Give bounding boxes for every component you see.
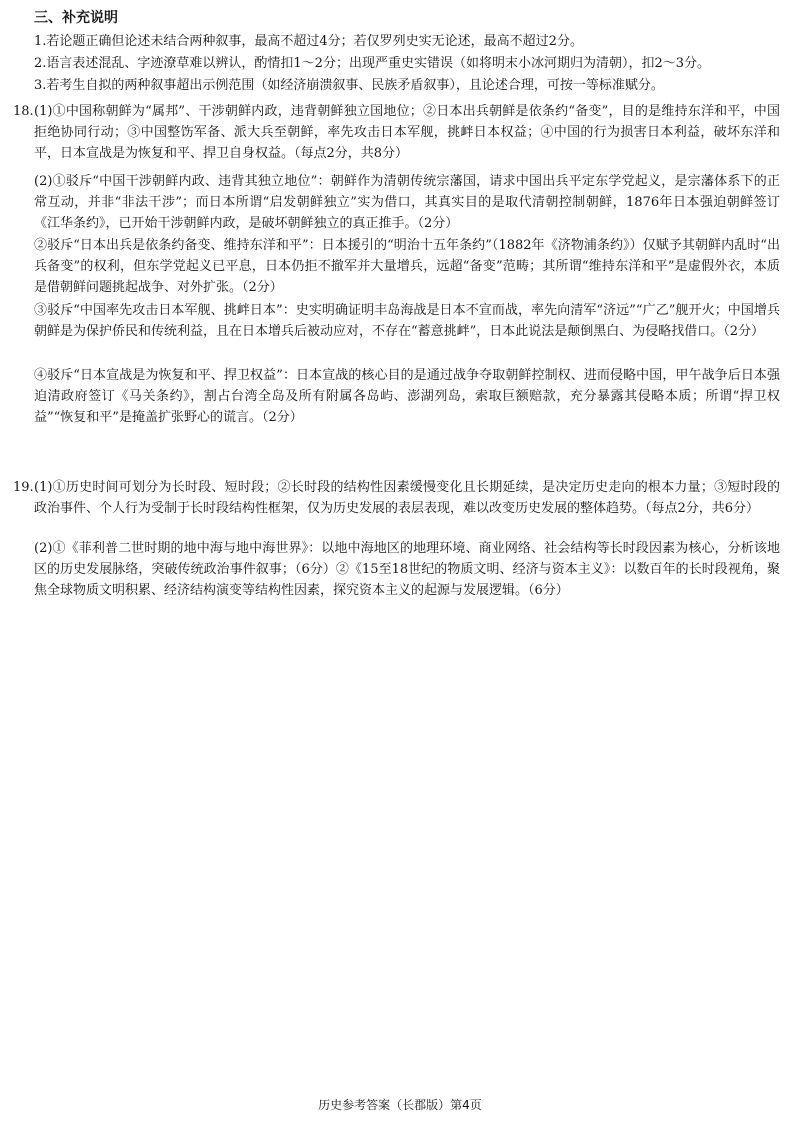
supplement-note-3: 3.若考生自拟的两种叙事超出示例范围（如经济崩溃叙事、民族矛盾叙事），且论述合理，可按一等标准赋分。 bbox=[34, 78, 664, 93]
question-19-number: 19. bbox=[13, 480, 34, 495]
supplement-note-2: 2.语言表述混乱、字迹潦草难以辨认，酌情扣1～2分；出现严重史实错误（如将明末小冰河期归为清朝），扣2～3分。 bbox=[34, 56, 710, 71]
question-18-part-2-point-1: (2)①驳斥“中国干涉朝鲜内政、违背其独立地位”：朝鲜作为清朝传统宗藩国，请求中国出兵平定东学党起义，是宗藩体系下的正常互动，并非“非法干涉”；而日本所谓“启发朝鲜独立”实为借口，其真实目的是取代清朝控制朝鲜，1876年日本强迫朝鲜签订《江华条约》，已开始干涉朝鲜内政，是破坏朝鲜独立的真正推手。（2分） bbox=[34, 174, 780, 231]
page-footer: 历史参考答案（长郡版）第4页 bbox=[318, 1098, 482, 1112]
question-18-part-2-point-3: ③驳斥“中国率先攻击日本军舰、挑衅日本”：史实明确证明丰岛海战是日本不宣而战，率先向清军“济远”“广乙”舰开火；中国增兵朝鲜是为保护侨民和传统利益，且在日本增兵后被动应对，不存在“蓄意挑衅”，日本此说法是颠倒黑白、为侵略找借口。（2分） bbox=[34, 303, 780, 339]
supplement-note-1: 1.若论题正确但论述未结合两种叙事，最高不超过4分；若仅罗列史实无论述，最高不超过2分。 bbox=[34, 34, 583, 49]
question-18-number: 18. bbox=[13, 104, 34, 119]
question-19-part-2: (2)①《菲利普二世时期的地中海与地中海世界》：以地中海地区的地理环境、商业网络、社会结构等长时段因素为核心，分析该地区的历史发展脉络，突破传统政治事件叙事；（6分）②《15至18世纪的物质文明、经济与资本主义》：以数百年的长时段视角，聚焦全球物质文明积累、经济结构演变等结构性因素，探究资本主义的起源与发展逻辑。（6分） bbox=[34, 541, 780, 598]
section-title: 三、补充说明 bbox=[34, 10, 118, 26]
question-19-part-1: (1)①历史时间可划分为长时段、短时段；②长时段的结构性因素缓慢变化且长期延续，是决定历史走向的根本力量；③短时段的政治事件、个人行为受制于长时段结构性框架，仅为历史发展的表层表现，难以改变历史发展的整体趋势。（每点2分，共6分） bbox=[34, 480, 780, 516]
question-18-part-2-point-2: ②驳斥“日本出兵是依条约备变、维持东洋和平”：日本援引的“明治十五年条约”（1882年《济物浦条约》）仅赋予其朝鲜内乱时“出兵备变”的权利，但东学党起义已平息，日本仍拒不撤军并大量增兵，远超“备变”范畴；其所谓“维持东洋和平”是虚假外衣，本质是借朝鲜问题挑起战争、对外扩张。（2分） bbox=[34, 238, 780, 295]
question-18-part-1: (1)①中国称朝鲜为“属邦”、干涉朝鲜内政，违背朝鲜独立国地位；②日本出兵朝鲜是依条约“备变”，目的是维持东洋和平，中国拒绝协同行动；③中国整饬军备、派大兵至朝鲜，率先攻击日本军舰，挑衅日本权益；④中国的行为损害日本利益，破坏东洋和平，日本宣战是为恢复和平、捍卫自身权益。（每点2分，共8分） bbox=[34, 104, 780, 161]
question-18-part-2-point-4: ④驳斥“日本宣战是为恢复和平、捍卫权益”：日本宣战的核心目的是通过战争夺取朝鲜控制权、进而侵略中国，甲午战争后日本强迫清政府签订《马关条约》，割占台湾全岛及所有附属各岛屿、澎湖列岛，索取巨额赔款，充分暴露其侵略本质；所谓“捍卫权益”“恢复和平”是掩盖扩张野心的谎言。（2分） bbox=[34, 368, 780, 425]
